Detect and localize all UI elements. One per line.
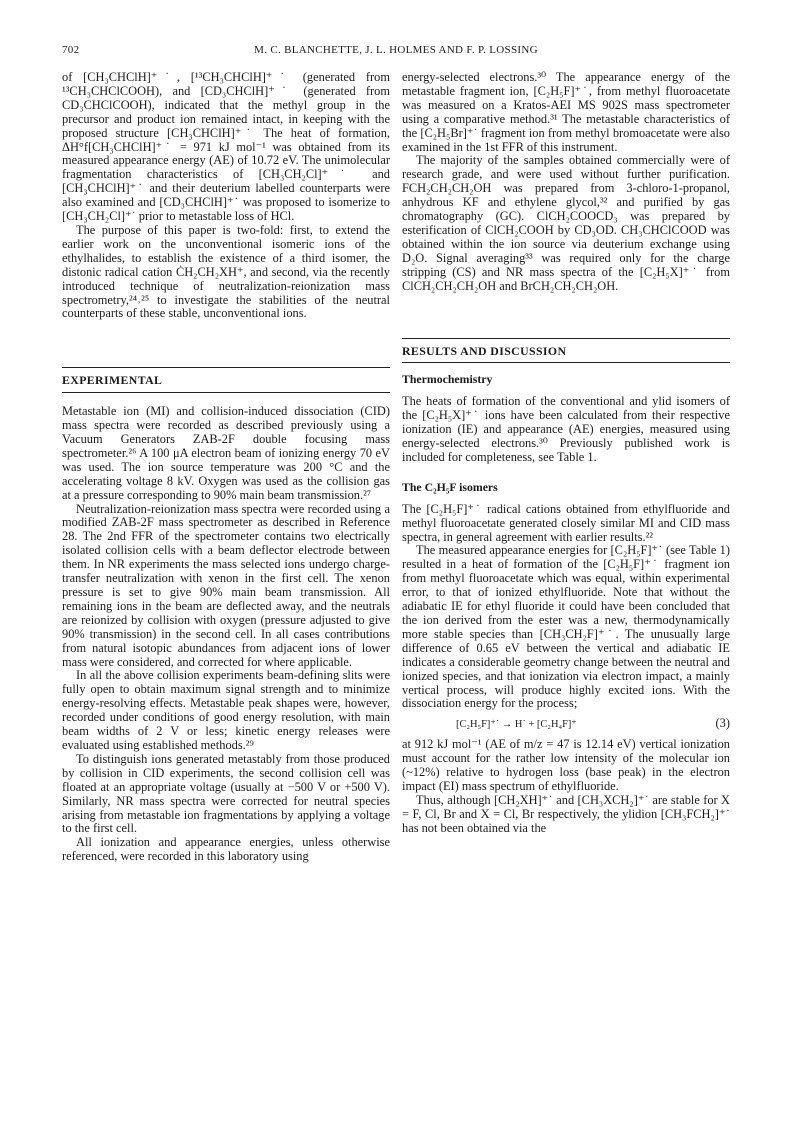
page-number: 702 (62, 44, 80, 56)
paragraph: The majority of the samples obtained commercially were of research grade, and were used without further purification. FCH₂CH₂CH₂OH was prepared from 3-chloro-1-propanol, anhydrous KF and ethylene glycol,³² and purified by gas chromatography (GC). ClCH₂COOCD₃ was prepared by esterification of ClCH₂COOH by CD₃OD. CH₃CHClCOOD was obtained within the ion source via deuterium exchange using D₂O. Signal averaging³³ was required only for the charge stripping (CS) and NR mass spectra of the [C₂H₅X]⁺˙ from ClCH₂CH₂CH₂OH and BrCH₂CH₂CH₂OH. (402, 153, 730, 293)
equation-3 (402, 717, 730, 732)
paragraph: In all the above collision experiments beam-defining slits were fully open to obtain maximum signal strength and to minimize energy-resolving effects. Metastable peak shapes were, however, recorded under conditions of good energy resolution, with main beam widths of 2 V or less; kinetic energy releases were evaluated using established methods.²⁹ (62, 668, 390, 752)
paragraph: The [C₂H₅F]⁺˙ radical cations obtained from ethylfluoride and methyl fluoroacetate generated closely similar MI and CID mass spectra, in general agreement with earlier results.²² (402, 501, 730, 544)
paragraph: The purpose of this paper is two-fold: first, to extend the earlier work on the unconventional isomeric ions of the ethylhalides, to establish the existence of a third isomer, the distonic radical cation ĊH₂CH₂XH⁺, and second, via the recently introduced technique of neutralization-reionization mass spectrometry,²⁴˒²⁵ to investigate the stabilities of the neutral counterparts of these stable, unconventional ions. (62, 222, 390, 321)
subsection-title-c2h5f-isomers: The C₂H₅F isomers (402, 479, 498, 494)
paragraph: Thus, although [CH₂XH]⁺˙ and [CH₃XCH₂]⁺˙ are stable for X = F, Cl, Br and X = Cl, Br respectively, the ylidion [CH₃FCH₂]⁺˙ has not been obtained via the (402, 792, 730, 835)
paragraph: The measured appearance energies for [C₂H₅F]⁺˙ (see Table 1) resulted in a heat of formation of the [C₂H₅F]⁺˙ fragment ion from methyl fluoroacetate which was equal, within experimental error, to that of ionized ethylfluoride. Note that without the adiabatic IE for ethyl fluoride it could have been concluded that the ion derived from the ester was a new, thermodynamically more stable species than [CH₃CH₂F]⁺˙. The unusually large difference of 0.65 eV between the vertical and adiabatic IE indicates a considerable geometry change between the neutral and ionized species, and that ionization via electron impact, a mainly vertical process, will produce highly excited ions. With the dissociation energy for the process; (402, 543, 730, 711)
subsection-title-thermochemistry: Thermochemistry (402, 372, 493, 387)
right-column (402, 71, 730, 836)
paragraph: of [CH₃CHClH]⁺˙, [¹³CH₃CHClH]⁺˙ (generated from ¹³CH₃CHClCOOH), and [CD₃CHClH]⁺˙ (generated from CD₃CHClCOOH), indicated that the methyl group in the precursor and product ion remained intact, in keeping with the proposed structure [CH₃CHClH]⁺˙ The heat of formation, ΔH°f[CH₃CHClH]⁺˙ = 971 kJ mol⁻¹ was obtained from its measured appearance energy (AE) of 10.72 eV. The unimolecular fragmentation characteristics of [CH₃CH₂Cl]⁺˙ and [CH₃CHClH]⁺˙ and their deuterium labelled counterparts were also examined and [CD₃CHClH]⁺˙ was proposed to isomerize to [CH₃CH₂Cl]⁺˙ prior to metastable loss of HCl. (62, 70, 390, 224)
paragraph: Metastable ion (MI) and collision-induced dissociation (CID) mass spectra were recorded as described previously using a Vacuum Generators ZAB-2F double focusing mass spectrometer.²⁶ A 100 μA electron beam of ionizing energy 70 eV was used. The ion source temperature was 200 °C and the accelerating voltage 8 kV. Oxygen was used as the collision gas at a pressure corresponding to 90% main beam transmission.²⁷ (62, 404, 390, 502)
equation-text: [C₂H₅F]⁺˙ → H˙ + [C₂H₄F]⁺ (456, 719, 577, 731)
paragraph: To distinguish ions generated metastably from those produced by collision in CID experiments, the second collision cell was floated at an appropriate voltage (usually at −500 V or +500 V). Similarly, NR mass spectra were corrected for neutral species arising from metastable ion fragmentations by applying a voltage to the first cell. (62, 751, 390, 836)
paragraph: at 912 kJ mol⁻¹ (AE of m/z = 47 is 12.14 eV) vertical ionization must account for the rather low intensity of the molecular ion (~12%) relative to hydrogen loss (base peak) in the electron impact (EI) mass spectrum of ethylfluoride. (402, 737, 730, 793)
section-rule (402, 362, 730, 363)
equation-number: (3) (715, 716, 730, 731)
left-column (62, 71, 390, 864)
page-header (62, 44, 730, 60)
paragraph: The heats of formation of the conventional and ylid isomers of the [C₂H₅X]⁺˙ ions have been calculated from their respective ionization (IE) and appearance (AE) energies, measured using energy-selected electrons.³⁰ Previously published work is included for completeness, see Table 1. (402, 394, 730, 464)
paragraph: energy-selected electrons.³⁰ The appearance energy of the metastable fragment ion, [C₂H₅F]⁺˙, from methyl fluoroacetate was measured on a Kratos-AEI MS 902S mass spectrometer using a comparative method.³¹ The metastable characteristics of the [C₂H₅Br]⁺˙ fragment ion from methyl bromoacetate were also examined in the 1st FFR of this instrument. (402, 70, 730, 154)
paragraph: All ionization and appearance energies, unless otherwise referenced, were recorded in this laboratory using (62, 835, 390, 864)
section-title-results: RESULTS AND DISCUSSION (402, 343, 567, 358)
section-title-experimental: EXPERIMENTAL (62, 373, 163, 388)
paragraph: Neutralization-reionization mass spectra were recorded using a modified ZAB-2F mass spectrometer as described in Reference 28. The 2nd FFR of the spectrometer contains two electrically isolated collision cells with a beam deflector electrode between them. In NR experiments the mass selected ions undergo charge-transfer neutralization with xenon in the first cell. The xenon pressure is set to give 90% main beam transmission. All remaining ions in the beam are deflected away, and the neutrals are reionized by collision with oxygen (pressure adjusted to give 90% transmission) in the second cell. In all cases contributions from natural isotopic abundances from adjacent ions of lower mass were considered, and corrected for where applicable. (62, 501, 390, 669)
running-head: M. C. BLANCHETTE, J. L. HOLMES AND F. P. LOSSING (254, 44, 538, 56)
